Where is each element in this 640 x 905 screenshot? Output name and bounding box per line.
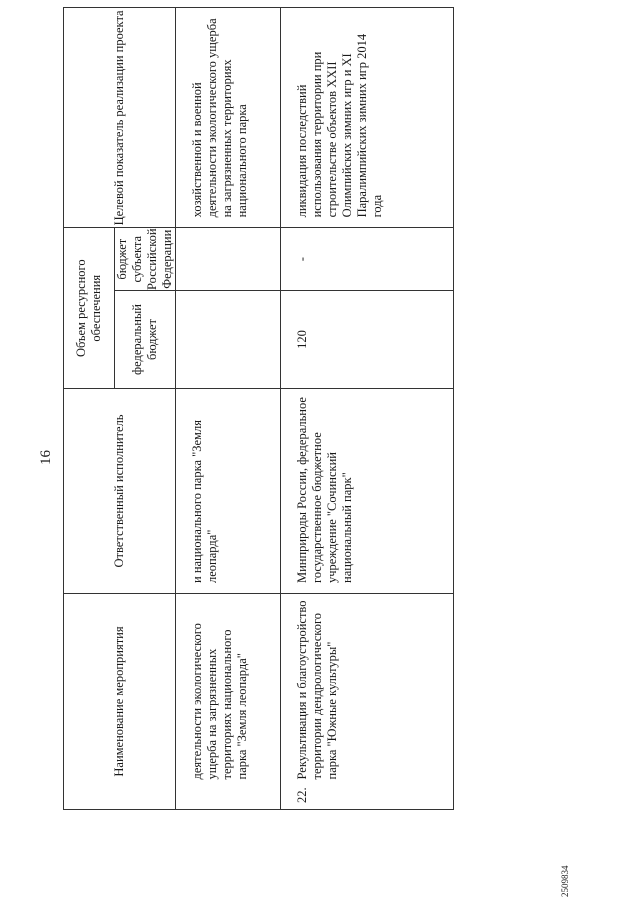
header-target: Целевой показатель реализации проекта	[64, 8, 176, 228]
header-federal: федеральный бюджет	[115, 291, 176, 389]
measures-table	[63, 7, 454, 810]
row-number: 22.	[281, 780, 454, 810]
header-regional: бюджет субъекта Российской Федерации	[115, 228, 174, 290]
header-resources: Объем ресурсного обеспечения	[64, 228, 115, 389]
page-number: 16	[38, 450, 54, 465]
row-target: хозяйственной и военной деятельности экологического ущерба на загрязненных территориях национального парка	[176, 8, 281, 228]
row-number	[176, 780, 281, 810]
row-federal	[176, 291, 281, 389]
header-executor: Ответственный исполнитель	[64, 389, 176, 594]
row-name: Рекультивация и благоустройство территории дендрологического парка "Южные культуры"	[281, 594, 454, 780]
table-row	[281, 8, 454, 810]
header-name: Наименование мероприятия	[64, 594, 176, 810]
row-federal: 120	[281, 291, 454, 389]
row-regional: -	[281, 228, 454, 291]
table-header-row	[64, 8, 115, 810]
row-executor: и национального парка "Земля леопарда"	[176, 389, 281, 594]
table-row	[176, 8, 281, 810]
row-executor: Минприроды России, федеральное государственное бюджетное учреждение "Сочинский национальный парк"	[281, 389, 454, 594]
row-regional	[176, 228, 281, 291]
document-code: 2509834	[560, 865, 570, 897]
row-target: ликвидация последствий использования территории при строительстве объектов XXII Олимпийских зимних игр и XI Паралимпийских зимних игр 2014 года	[281, 8, 454, 228]
row-name: деятельности экологического ущерба на загрязненных территориях национального парка "Земля леопарда"	[176, 594, 281, 780]
